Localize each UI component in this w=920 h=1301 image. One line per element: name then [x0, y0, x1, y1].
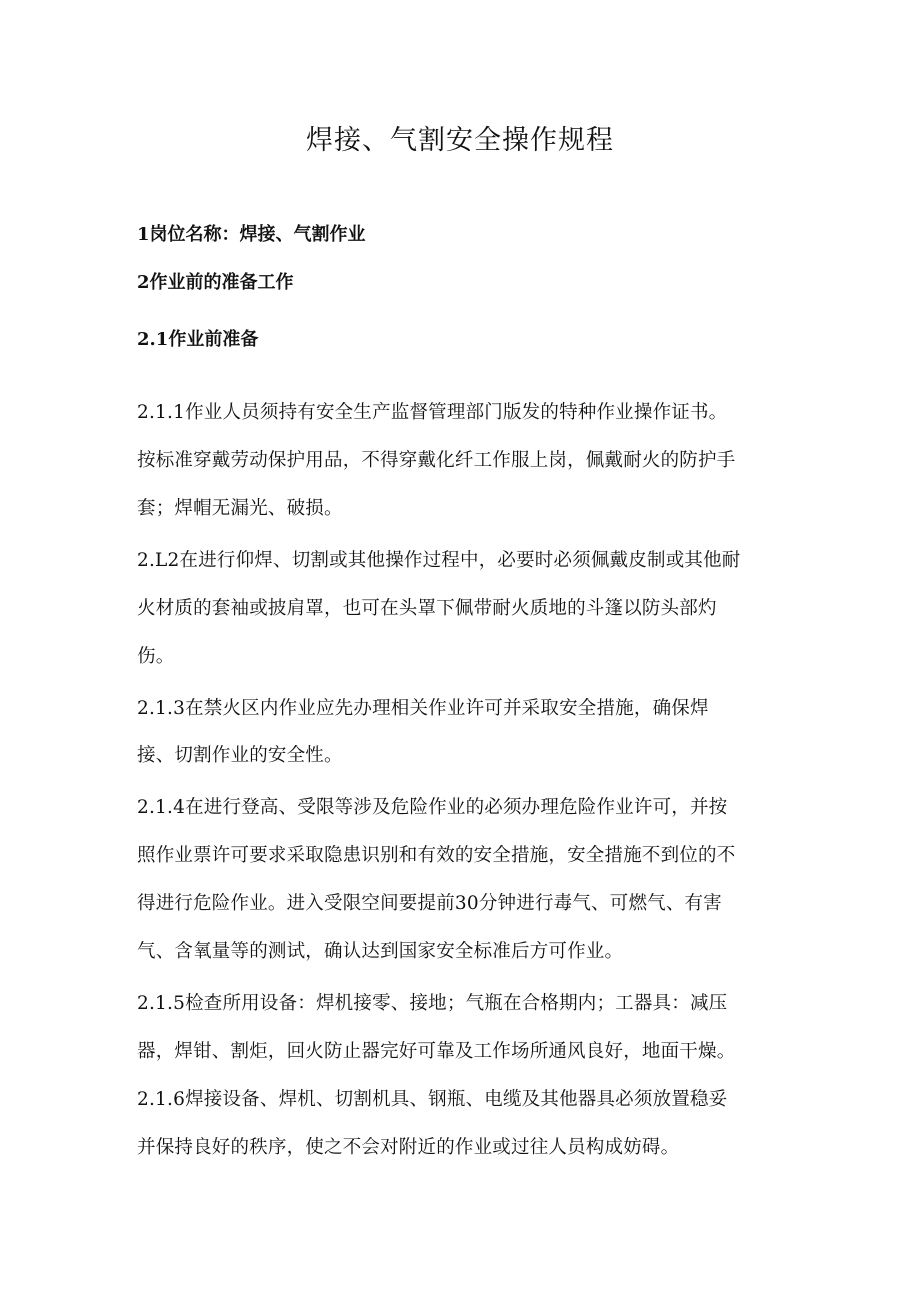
heading-preparation: 2作业前的准备工作	[137, 272, 294, 293]
body-line: 2.1.4在进行登高、受限等涉及危险作业的必须办理危险作业许可，并按	[137, 797, 728, 818]
body-line: 得进行危险作业。进入受限空间要提前30分钟进行毒气、可燃气、有害	[137, 893, 722, 914]
body-line: 火材质的套袖或披肩罩，也可在头罩下佩带耐火质地的斗篷以防头部灼	[137, 598, 717, 619]
body-line: 接、切割作业的安全性。	[137, 745, 343, 766]
body-line: 2.1.3在禁火区内作业应先办理相关作业许可并采取安全措施，确保焊	[137, 698, 709, 719]
body-line: 2.1.5检查所用设备：焊机接零、接地；气瓶在合格期内；工器具：减压	[137, 993, 728, 1014]
body-line: 气、含氧量等的测试，确认达到国家安全标准后方可作业。	[137, 941, 624, 962]
heading-pre-work: 2.1作业前准备	[137, 329, 259, 350]
document-title: 焊接、气割安全操作规程	[306, 125, 614, 156]
body-line: 2.1.6焊接设备、焊机、切割机具、钢瓶、电缆及其他器具必须放置稳妥	[137, 1089, 728, 1110]
body-line: 照作业票许可要求采取隐患识别和有效的安全措施，安全措施不到位的不	[137, 845, 736, 866]
body-line: 按标准穿戴劳动保护用品，不得穿戴化纤工作服上岗，佩戴耐火的防护手	[137, 450, 736, 471]
body-line: 器，焊钳、割炬，回火防止器完好可靠及工作场所通风良好，地面干燥。	[137, 1041, 736, 1062]
body-line: 2.1.1作业人员须持有安全生产监督管理部门版发的特种作业操作证书。	[137, 402, 728, 423]
body-line: 套；焊帽无漏光、破损。	[137, 498, 343, 519]
body-line: 伤。	[137, 646, 175, 667]
heading-job-title: 1岗位名称：焊接、气割作业	[137, 224, 366, 245]
body-line: 并保持良好的秩序，使之不会对附近的作业或过往人员构成妨碍。	[137, 1137, 680, 1158]
body-line: 2.L2在进行仰焊、切割或其他操作过程中，必要时必须佩戴皮制或其他耐	[137, 550, 741, 571]
